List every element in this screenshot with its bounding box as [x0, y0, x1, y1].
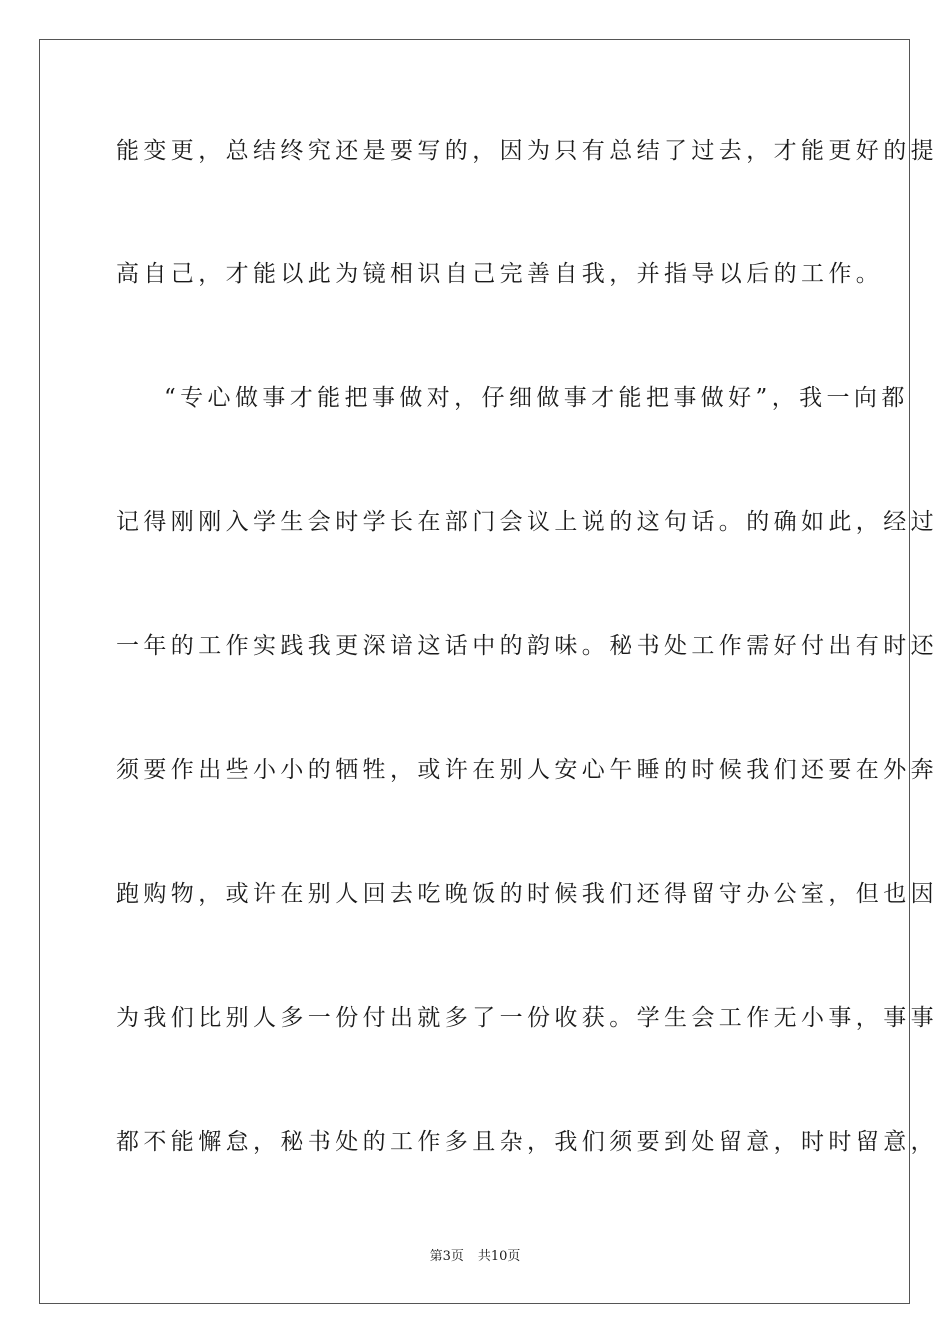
page-number: 第3页	[429, 1249, 464, 1264]
body-text-line: 记得刚刚入学生会时学长在部门会议上说的这句话。的确如此，经过	[116, 509, 938, 535]
body-text-line: 须要作出些小小的牺牲，或许在别人安心午睡的时候我们还要在外奔	[116, 757, 938, 783]
body-text-line: 为我们比别人多一份付出就多了一份收获。学生会工作无小事，事事	[116, 1005, 938, 1031]
body-text-line: 能变更，总结终究还是要写的，因为只有总结了过去，才能更好的提	[116, 138, 938, 164]
body-text-line: 一年的工作实践我更深谙这话中的韵味。秘书处工作需好付出有时还	[116, 633, 938, 659]
body-text-line: 跑购物，或许在别人回去吃晚饭的时候我们还得留守办公室，但也因	[116, 881, 938, 907]
body-text-line: 高自己，才能以此为镜相识自己完善自我，并指导以后的工作。	[116, 261, 884, 287]
page-frame	[39, 39, 938, 1304]
paragraph-start-line: “专心做事才能把事做对，仔细做事才能把事做好”，我一向都	[164, 385, 909, 411]
page-total: 共10页	[477, 1249, 521, 1264]
body-text-line: 都不能懈怠，秘书处的工作多且杂，我们须要到处留意，时时留意，	[116, 1129, 938, 1155]
page-footer	[0, 1248, 950, 1266]
